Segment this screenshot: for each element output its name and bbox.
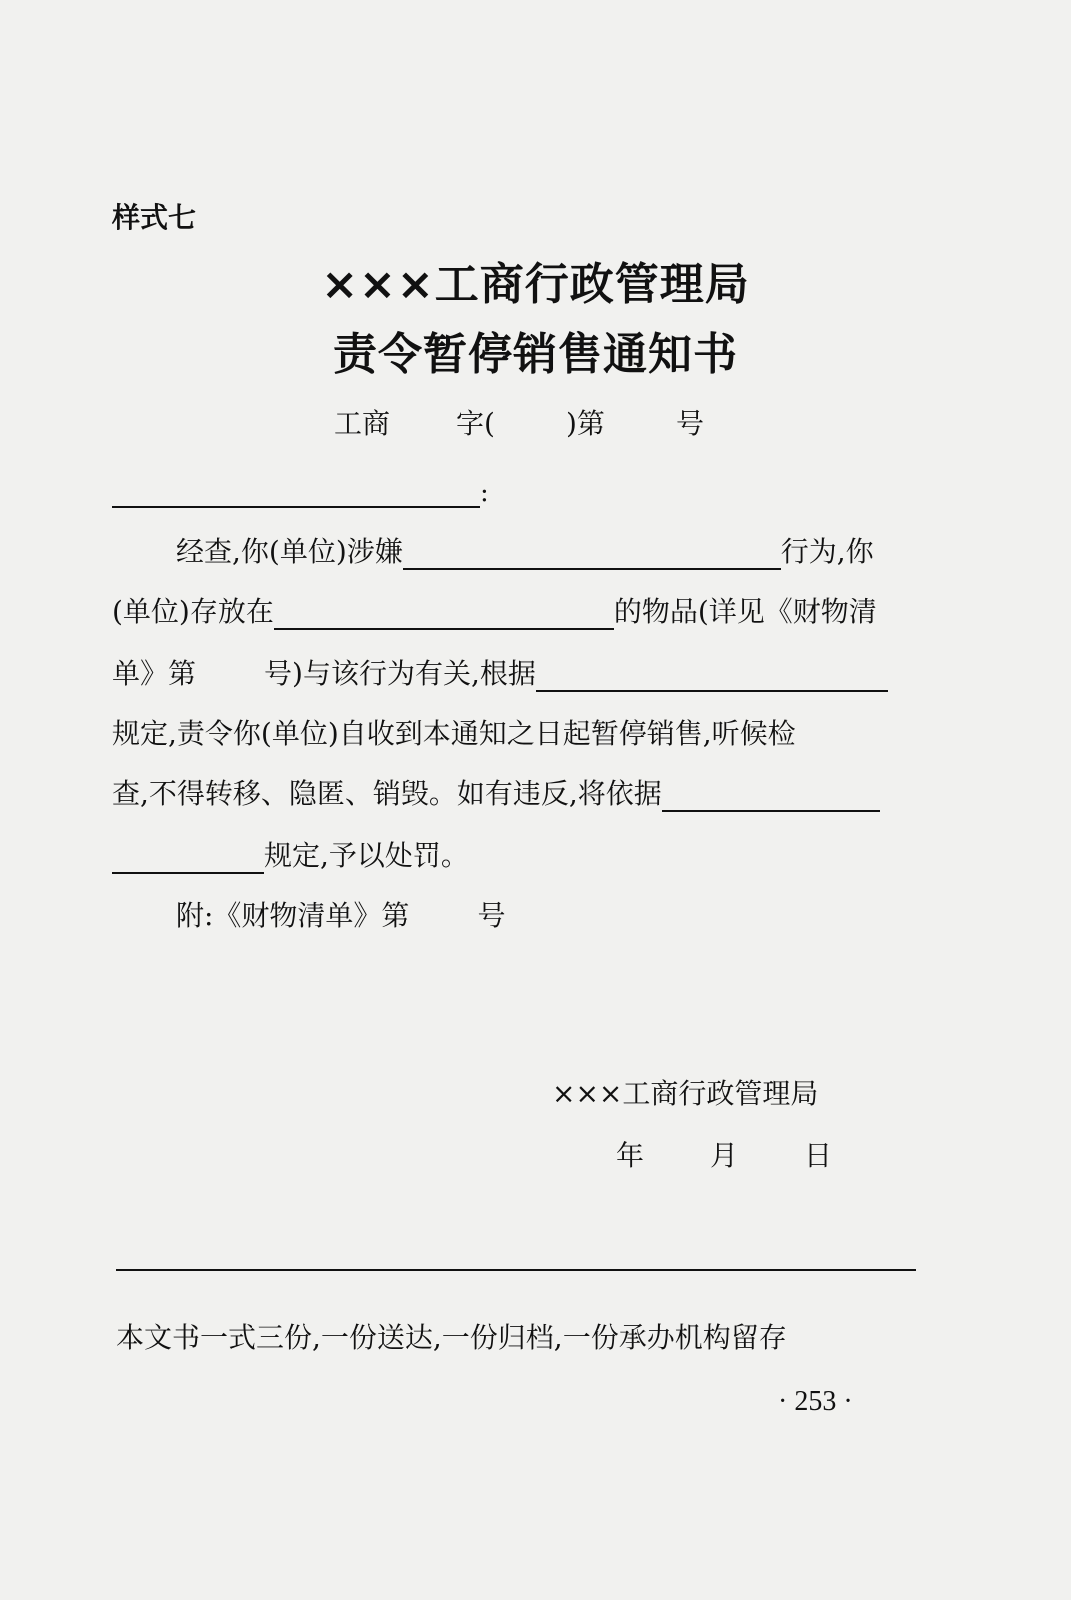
- body-line-3: [112, 652, 888, 692]
- doc-number-hao: 号: [676, 407, 705, 440]
- title-agency: ×××工商行政管理局: [321, 259, 750, 310]
- attachment-line: [176, 894, 505, 934]
- divider-line: [116, 1269, 916, 1271]
- blank-penalty-basis: [662, 782, 880, 812]
- blank-penalty-basis-cont: [112, 844, 264, 874]
- body-text: 经查,你(单位)涉嫌: [176, 535, 403, 568]
- date-day: 日: [804, 1139, 833, 1172]
- body-text: 号: [477, 899, 506, 932]
- body-text: 查,不得转移、隐匿、销毁。如有违反,将依据: [112, 777, 662, 810]
- footer-note: 本文书一式三份,一份送达,一份归档,一份承办机构留存: [116, 1321, 787, 1354]
- style-label: 样式七: [112, 201, 197, 234]
- date-year: 年: [616, 1139, 645, 1172]
- body-text: 单》第: [112, 657, 197, 690]
- blank-legal-basis: [536, 662, 888, 692]
- body-text: (单位)存放在: [112, 595, 274, 628]
- recipient-colon: :: [480, 478, 489, 508]
- body-text: 号)与该行为有关,根据: [264, 657, 536, 690]
- body-line-1: [176, 530, 874, 570]
- page-number: · 253 ·: [778, 1386, 853, 1417]
- body-text: 的物品(详见《财物清: [613, 595, 877, 628]
- doc-number-di: )第: [566, 407, 605, 440]
- body-text: 规定,予以处罚。: [264, 839, 469, 872]
- doc-number-prefix: 工商: [334, 407, 391, 440]
- date-month: 月: [710, 1139, 739, 1172]
- body-line-6: [112, 834, 469, 874]
- recipient-blank: [112, 478, 480, 508]
- blank-location: [274, 600, 614, 630]
- body-line-4: 规定,责令你(单位)自收到本通知之日起暂停销售,听候检: [112, 717, 796, 750]
- doc-number-zi: 字(: [456, 407, 495, 440]
- recipient-field: [112, 478, 489, 508]
- body-line-5: [112, 772, 880, 812]
- body-text: 行为,你: [780, 535, 874, 568]
- blank-behavior: [403, 540, 781, 570]
- title-notice: 责令暂停销售通知书: [333, 329, 738, 380]
- body-text: 附:《财物清单》第: [176, 899, 410, 932]
- signature-org: ×××工商行政管理局: [552, 1077, 819, 1110]
- body-line-2: [112, 590, 877, 630]
